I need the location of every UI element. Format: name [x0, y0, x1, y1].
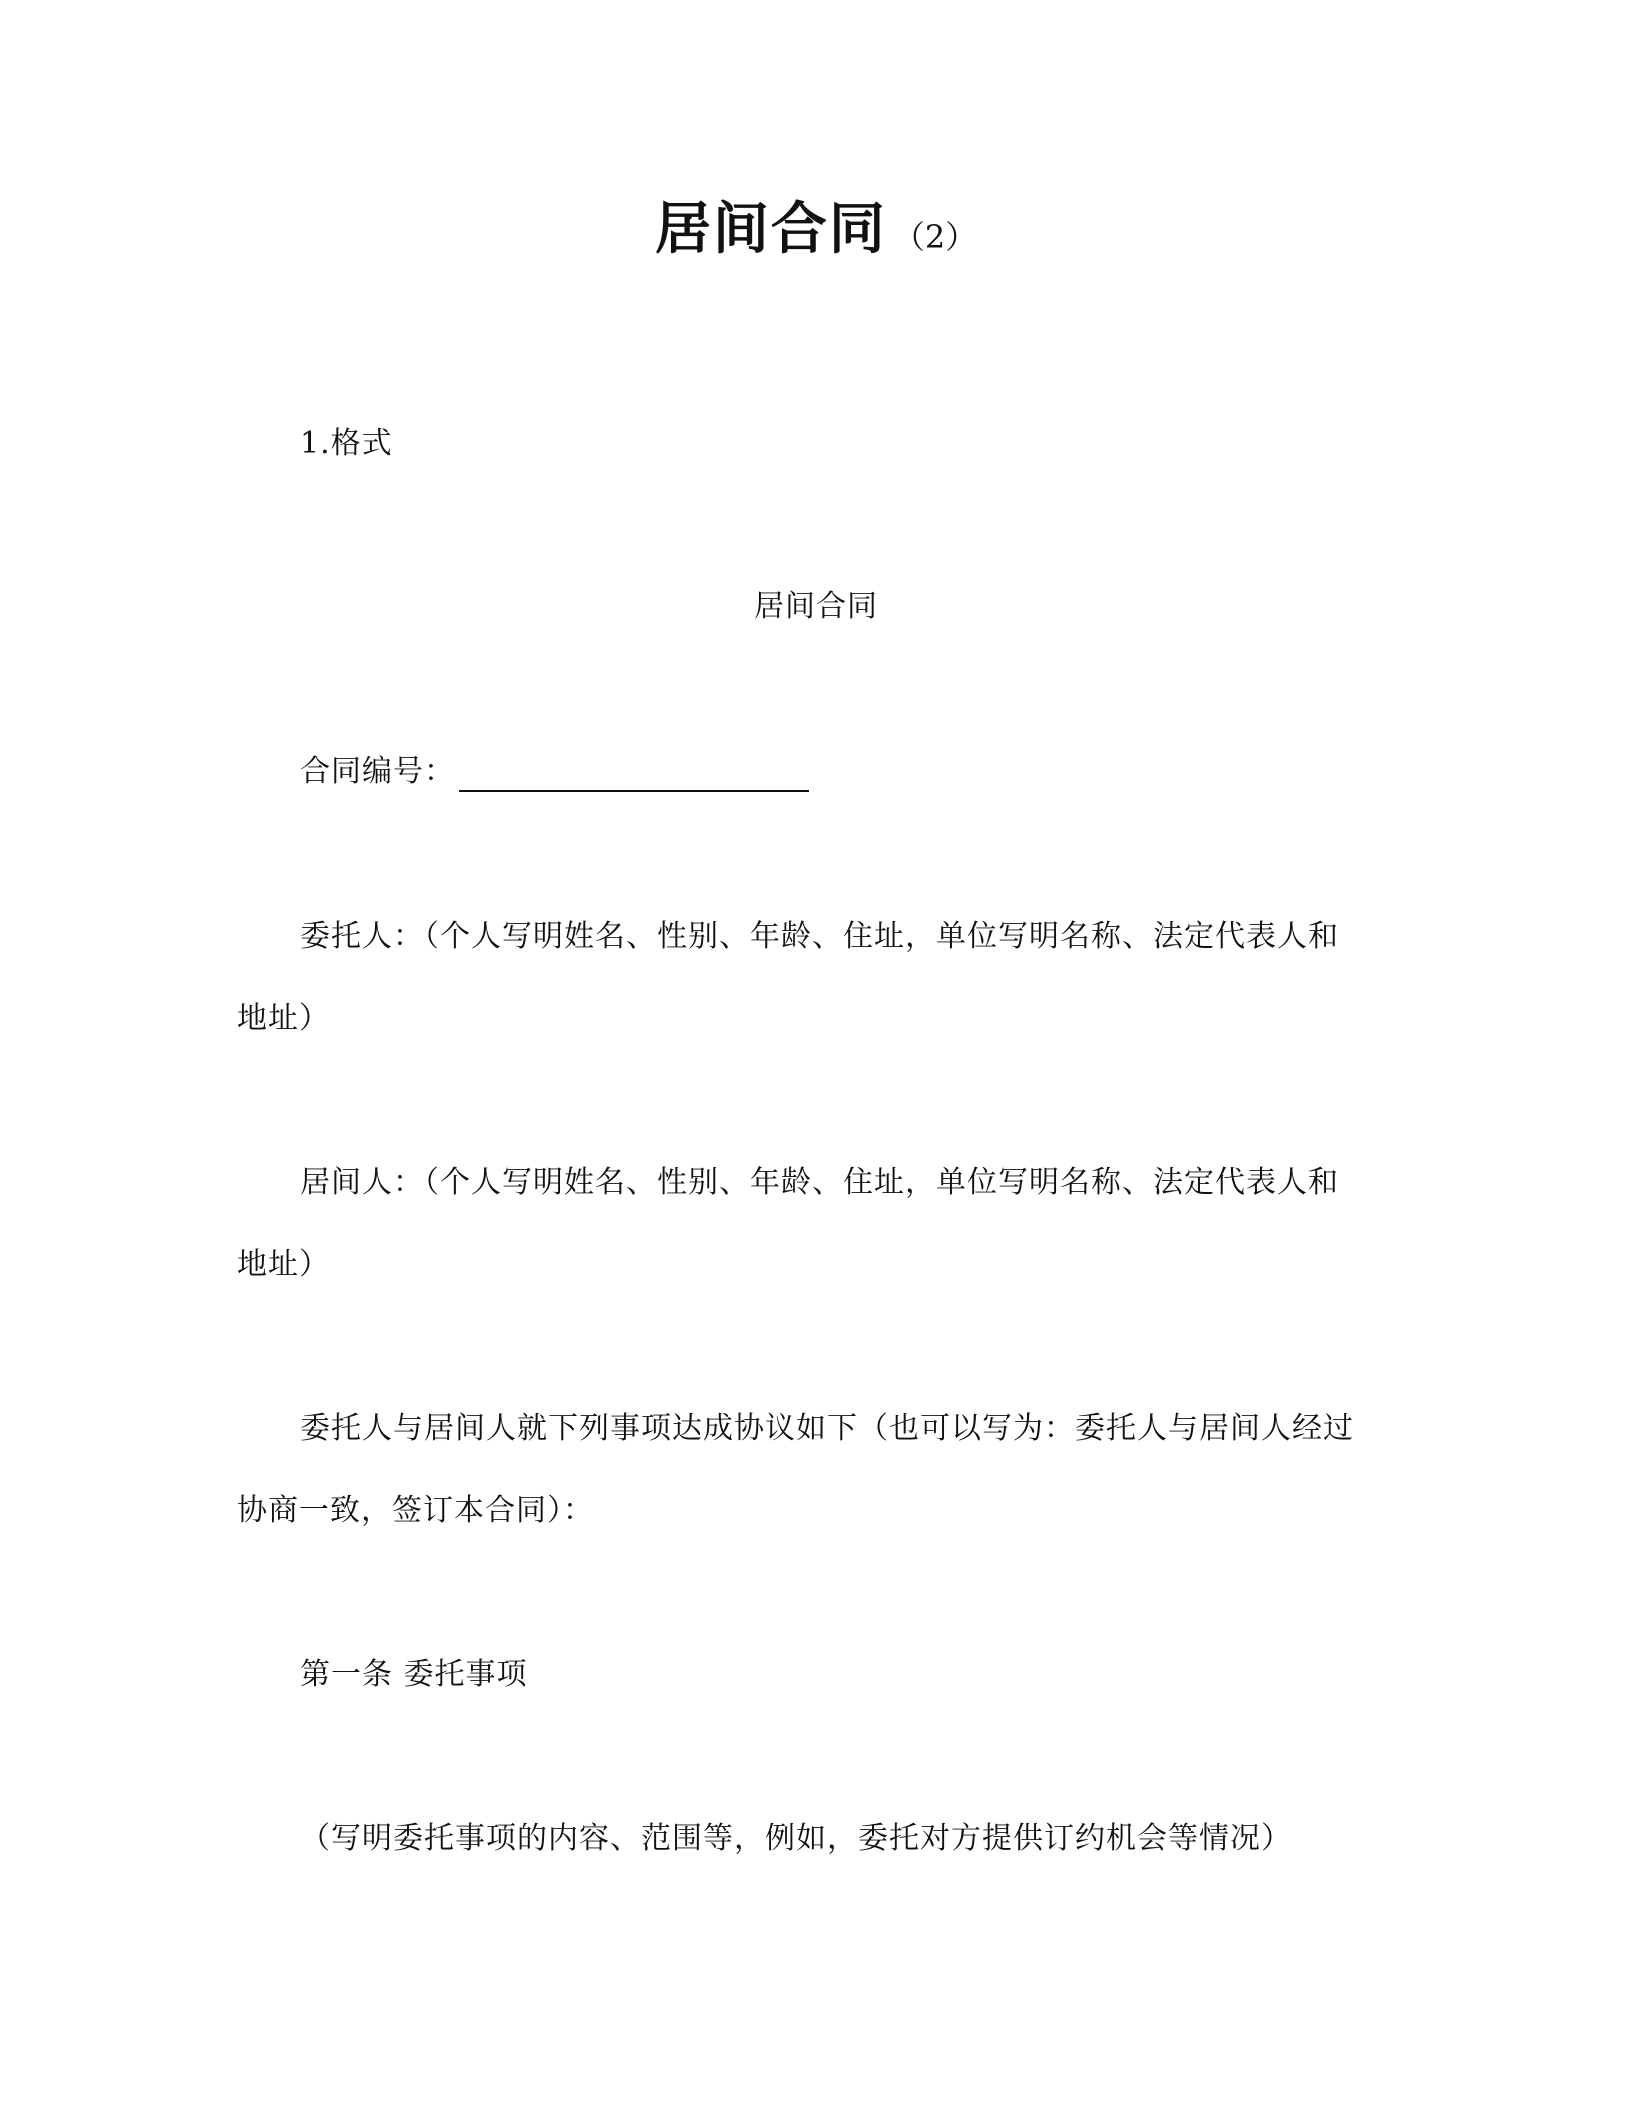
- broker-paragraph-line1: 居间人：（个人写明姓名、性别、年龄、住址，单位写明名称、法定代表人和: [300, 1165, 1339, 1200]
- article1-body: （写明委托事项的内容、范围等，例如，委托对方提供订约机会等情况）: [300, 1821, 1292, 1856]
- contract-title: 居间合同: [754, 589, 878, 624]
- document-title-suffix: （2）: [892, 218, 978, 256]
- agreement-paragraph-line2: 协商一致，签订本合同）：: [237, 1493, 594, 1528]
- contract-number-blank: [459, 760, 809, 792]
- article1-heading: 第一条 委托事项: [300, 1657, 528, 1692]
- contract-number-label: 合同编号：: [300, 754, 455, 789]
- contract-number-row: [300, 752, 809, 792]
- client-paragraph-line2: 地址）: [237, 1001, 330, 1036]
- broker-paragraph-line2: 地址）: [237, 1247, 330, 1282]
- agreement-paragraph-line1: 委托人与居间人就下列事项达成协议如下（也可以写为：委托人与居间人经过: [300, 1411, 1354, 1446]
- client-paragraph-line1: 委托人：（个人写明姓名、性别、年龄、住址，单位写明名称、法定代表人和: [300, 919, 1339, 954]
- section-heading: 1.格式: [300, 426, 393, 461]
- document-title: [0, 190, 1632, 283]
- document-title-main: 居间合同: [654, 197, 887, 262]
